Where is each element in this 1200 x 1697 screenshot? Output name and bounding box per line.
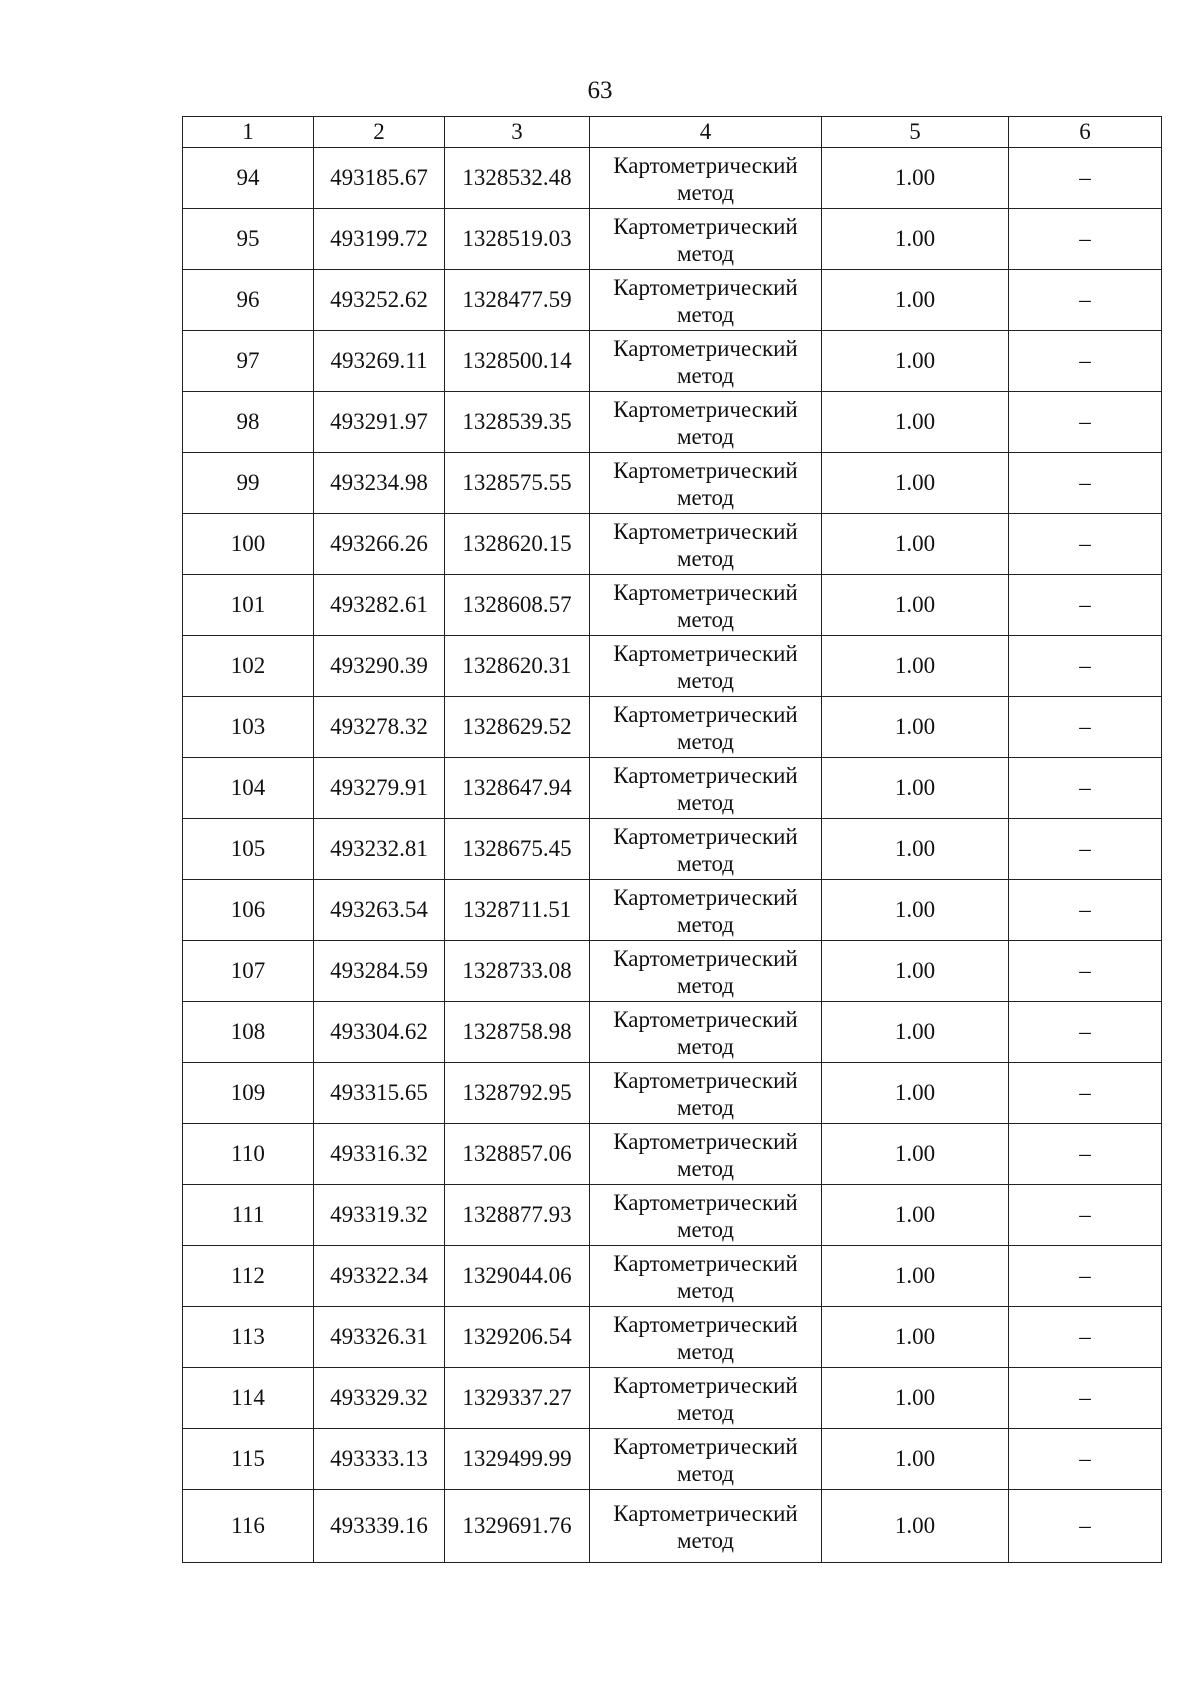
table-row [183,1490,1162,1563]
point-number-cell: 109 [183,1063,314,1124]
method-line-2: метод [676,363,735,388]
accuracy-cell: 1.00 [822,1002,1009,1063]
method-line-2: метод [676,1339,735,1364]
note-cell: – [1009,880,1162,941]
note-cell: – [1009,941,1162,1002]
point-number-cell: 108 [183,1002,314,1063]
note-cell: – [1009,392,1162,453]
x-coordinate-cell: 493232.81 [314,819,445,880]
header-cell: 4 [590,117,822,148]
method-text [613,1004,798,1060]
method-cell [590,697,822,758]
method-line-1: Картометрический [613,275,798,300]
method-text [613,821,798,877]
method-line-1: Картометрический [613,1129,798,1154]
method-cell [590,1185,822,1246]
note-cell: – [1009,636,1162,697]
method-line-2: метод [676,1217,735,1242]
x-coordinate-cell: 493278.32 [314,697,445,758]
table-body [183,117,1162,1563]
x-coordinate-cell: 493263.54 [314,880,445,941]
method-line-2: метод [676,1278,735,1303]
header-cell: 2 [314,117,445,148]
note-cell: – [1009,148,1162,209]
accuracy-cell: 1.00 [822,270,1009,331]
method-line-2: метод [676,485,735,510]
y-coordinate-cell: 1329499.99 [445,1429,590,1490]
method-cell [590,453,822,514]
method-text [613,1498,798,1554]
y-coordinate-cell: 1328758.98 [445,1002,590,1063]
x-coordinate-cell: 493290.39 [314,636,445,697]
method-cell [590,1490,822,1563]
accuracy-cell: 1.00 [822,697,1009,758]
method-line-2: метод [676,1034,735,1059]
point-number-cell: 106 [183,880,314,941]
y-coordinate-cell: 1329206.54 [445,1307,590,1368]
note-cell: – [1009,1185,1162,1246]
accuracy-cell: 1.00 [822,1063,1009,1124]
y-coordinate-cell: 1328733.08 [445,941,590,1002]
table-row [183,331,1162,392]
accuracy-cell: 1.00 [822,514,1009,575]
y-coordinate-cell: 1329044.06 [445,1246,590,1307]
method-text [613,760,798,816]
y-coordinate-cell: 1328532.48 [445,148,590,209]
note-cell: – [1009,1307,1162,1368]
table-row [183,1429,1162,1490]
method-line-1: Картометрический [613,1190,798,1215]
method-line-1: Картометрический [613,336,798,361]
y-coordinate-cell: 1328711.51 [445,880,590,941]
x-coordinate-cell: 493315.65 [314,1063,445,1124]
y-coordinate-cell: 1328620.31 [445,636,590,697]
x-coordinate-cell: 493284.59 [314,941,445,1002]
table-row [183,453,1162,514]
table-row [183,209,1162,270]
point-number-cell: 116 [183,1490,314,1563]
method-cell [590,758,822,819]
accuracy-cell: 1.00 [822,1368,1009,1429]
method-text [613,211,798,267]
method-text [613,577,798,633]
table-row [183,1246,1162,1307]
method-line-1: Картометрический [613,1007,798,1032]
method-text [613,882,798,938]
method-line-2: метод [676,1400,735,1425]
method-line-2: метод [676,912,735,937]
method-cell [590,1124,822,1185]
method-line-2: метод [676,851,735,876]
method-line-2: метод [676,302,735,327]
method-line-2: метод [676,973,735,998]
y-coordinate-cell: 1328792.95 [445,1063,590,1124]
method-line-1: Картометрический [613,824,798,849]
method-line-1: Картометрический [613,702,798,727]
y-coordinate-cell: 1328620.15 [445,514,590,575]
method-text [613,272,798,328]
note-cell: – [1009,1429,1162,1490]
accuracy-cell: 1.00 [822,880,1009,941]
table-row [183,1063,1162,1124]
note-cell: – [1009,697,1162,758]
point-number-cell: 112 [183,1246,314,1307]
y-coordinate-cell: 1328477.59 [445,270,590,331]
method-text [613,699,798,755]
method-line-1: Картометрический [613,763,798,788]
x-coordinate-cell: 493333.13 [314,1429,445,1490]
method-line-1: Картометрический [613,214,798,239]
table-row [183,758,1162,819]
y-coordinate-cell: 1328647.94 [445,758,590,819]
x-coordinate-cell: 493339.16 [314,1490,445,1563]
method-line-2: метод [676,790,735,815]
method-line-1: Картометрический [613,458,798,483]
method-line-1: Картометрический [613,580,798,605]
accuracy-cell: 1.00 [822,636,1009,697]
coordinates-table [182,116,1162,1563]
header-cell: 6 [1009,117,1162,148]
accuracy-cell: 1.00 [822,1429,1009,1490]
point-number-cell: 94 [183,148,314,209]
method-text [613,455,798,511]
y-coordinate-cell: 1329337.27 [445,1368,590,1429]
method-text [613,638,798,694]
note-cell: – [1009,819,1162,880]
point-number-cell: 114 [183,1368,314,1429]
y-coordinate-cell: 1328608.57 [445,575,590,636]
header-cell: 1 [183,117,314,148]
method-line-1: Картометрический [613,1251,798,1276]
accuracy-cell: 1.00 [822,575,1009,636]
method-text [613,333,798,389]
method-text [613,1431,798,1487]
method-cell [590,1002,822,1063]
method-line-2: метод [676,1461,735,1486]
method-text [613,394,798,450]
accuracy-cell: 1.00 [822,1124,1009,1185]
method-text [613,516,798,572]
note-cell: – [1009,1246,1162,1307]
point-number-cell: 115 [183,1429,314,1490]
note-cell: – [1009,209,1162,270]
x-coordinate-cell: 493304.62 [314,1002,445,1063]
method-line-1: Картометрический [613,153,798,178]
method-line-2: метод [676,241,735,266]
method-cell [590,514,822,575]
accuracy-cell: 1.00 [822,819,1009,880]
method-cell [590,331,822,392]
header-row [183,117,1162,148]
x-coordinate-cell: 493199.72 [314,209,445,270]
note-cell: – [1009,575,1162,636]
table-row [183,270,1162,331]
y-coordinate-cell: 1328857.06 [445,1124,590,1185]
point-number-cell: 100 [183,514,314,575]
point-number-cell: 97 [183,331,314,392]
y-coordinate-cell: 1328629.52 [445,697,590,758]
point-number-cell: 104 [183,758,314,819]
method-cell [590,1307,822,1368]
accuracy-cell: 1.00 [822,331,1009,392]
x-coordinate-cell: 493291.97 [314,392,445,453]
point-number-cell: 105 [183,819,314,880]
x-coordinate-cell: 493266.26 [314,514,445,575]
x-coordinate-cell: 493329.32 [314,1368,445,1429]
accuracy-cell: 1.00 [822,148,1009,209]
method-text [613,943,798,999]
method-cell [590,636,822,697]
method-line-2: метод [676,607,735,632]
x-coordinate-cell: 493316.32 [314,1124,445,1185]
note-cell: – [1009,1063,1162,1124]
method-line-1: Картометрический [613,1068,798,1093]
table-row [183,575,1162,636]
table-row [183,941,1162,1002]
method-line-2: метод [676,1156,735,1181]
method-line-2: метод [676,1528,735,1553]
header-cell: 5 [822,117,1009,148]
x-coordinate-cell: 493185.67 [314,148,445,209]
method-text [613,1126,798,1182]
note-cell: – [1009,1368,1162,1429]
method-text [613,150,798,206]
accuracy-cell: 1.00 [822,453,1009,514]
x-coordinate-cell: 493326.31 [314,1307,445,1368]
note-cell: – [1009,514,1162,575]
method-line-1: Картометрический [613,1434,798,1459]
point-number-cell: 102 [183,636,314,697]
method-text [613,1065,798,1121]
method-line-1: Картометрический [613,1501,798,1526]
y-coordinate-cell: 1328539.35 [445,392,590,453]
method-cell [590,1063,822,1124]
note-cell: – [1009,758,1162,819]
method-line-1: Картометрический [613,641,798,666]
point-number-cell: 103 [183,697,314,758]
note-cell: – [1009,331,1162,392]
accuracy-cell: 1.00 [822,1246,1009,1307]
method-cell [590,941,822,1002]
point-number-cell: 99 [183,453,314,514]
method-text [613,1248,798,1304]
note-cell: – [1009,453,1162,514]
table-row [183,697,1162,758]
point-number-cell: 110 [183,1124,314,1185]
method-text [613,1187,798,1243]
table-row [183,514,1162,575]
point-number-cell: 107 [183,941,314,1002]
method-line-1: Картометрический [613,1373,798,1398]
accuracy-cell: 1.00 [822,941,1009,1002]
method-line-1: Картометрический [613,519,798,544]
method-cell [590,1429,822,1490]
method-line-1: Картометрический [613,946,798,971]
method-line-2: метод [676,668,735,693]
method-line-1: Картометрический [613,885,798,910]
accuracy-cell: 1.00 [822,209,1009,270]
note-cell: – [1009,1124,1162,1185]
y-coordinate-cell: 1328519.03 [445,209,590,270]
x-coordinate-cell: 493234.98 [314,453,445,514]
x-coordinate-cell: 493269.11 [314,331,445,392]
accuracy-cell: 1.00 [822,1307,1009,1368]
table-row [183,1002,1162,1063]
method-line-2: метод [676,546,735,571]
table-row [183,636,1162,697]
note-cell: – [1009,270,1162,331]
method-cell [590,880,822,941]
table-row [183,1368,1162,1429]
y-coordinate-cell: 1328675.45 [445,819,590,880]
accuracy-cell: 1.00 [822,392,1009,453]
y-coordinate-cell: 1329691.76 [445,1490,590,1563]
x-coordinate-cell: 493252.62 [314,270,445,331]
method-text [613,1370,798,1426]
table-row [183,819,1162,880]
method-text [613,1309,798,1365]
accuracy-cell: 1.00 [822,1185,1009,1246]
method-cell [590,148,822,209]
method-cell [590,575,822,636]
method-line-2: метод [676,424,735,449]
accuracy-cell: 1.00 [822,758,1009,819]
method-cell [590,270,822,331]
method-cell [590,1246,822,1307]
point-number-cell: 113 [183,1307,314,1368]
y-coordinate-cell: 1328500.14 [445,331,590,392]
point-number-cell: 111 [183,1185,314,1246]
note-cell: – [1009,1490,1162,1563]
header-cell: 3 [445,117,590,148]
table-row [183,880,1162,941]
method-line-1: Картометрический [613,397,798,422]
y-coordinate-cell: 1328575.55 [445,453,590,514]
point-number-cell: 98 [183,392,314,453]
y-coordinate-cell: 1328877.93 [445,1185,590,1246]
x-coordinate-cell: 493282.61 [314,575,445,636]
method-cell [590,1368,822,1429]
method-line-1: Картометрический [613,1312,798,1337]
method-line-2: метод [676,729,735,754]
table-row [183,1124,1162,1185]
table-row [183,148,1162,209]
method-cell [590,392,822,453]
table-row [183,392,1162,453]
method-line-2: метод [676,180,735,205]
x-coordinate-cell: 493319.32 [314,1185,445,1246]
method-cell [590,819,822,880]
accuracy-cell: 1.00 [822,1490,1009,1563]
x-coordinate-cell: 493322.34 [314,1246,445,1307]
method-cell [590,209,822,270]
method-line-2: метод [676,1095,735,1120]
x-coordinate-cell: 493279.91 [314,758,445,819]
page-number: 63 [587,77,613,104]
table-row [183,1185,1162,1246]
table-row [183,1307,1162,1368]
note-cell: – [1009,1002,1162,1063]
point-number-cell: 96 [183,270,314,331]
point-number-cell: 95 [183,209,314,270]
point-number-cell: 101 [183,575,314,636]
